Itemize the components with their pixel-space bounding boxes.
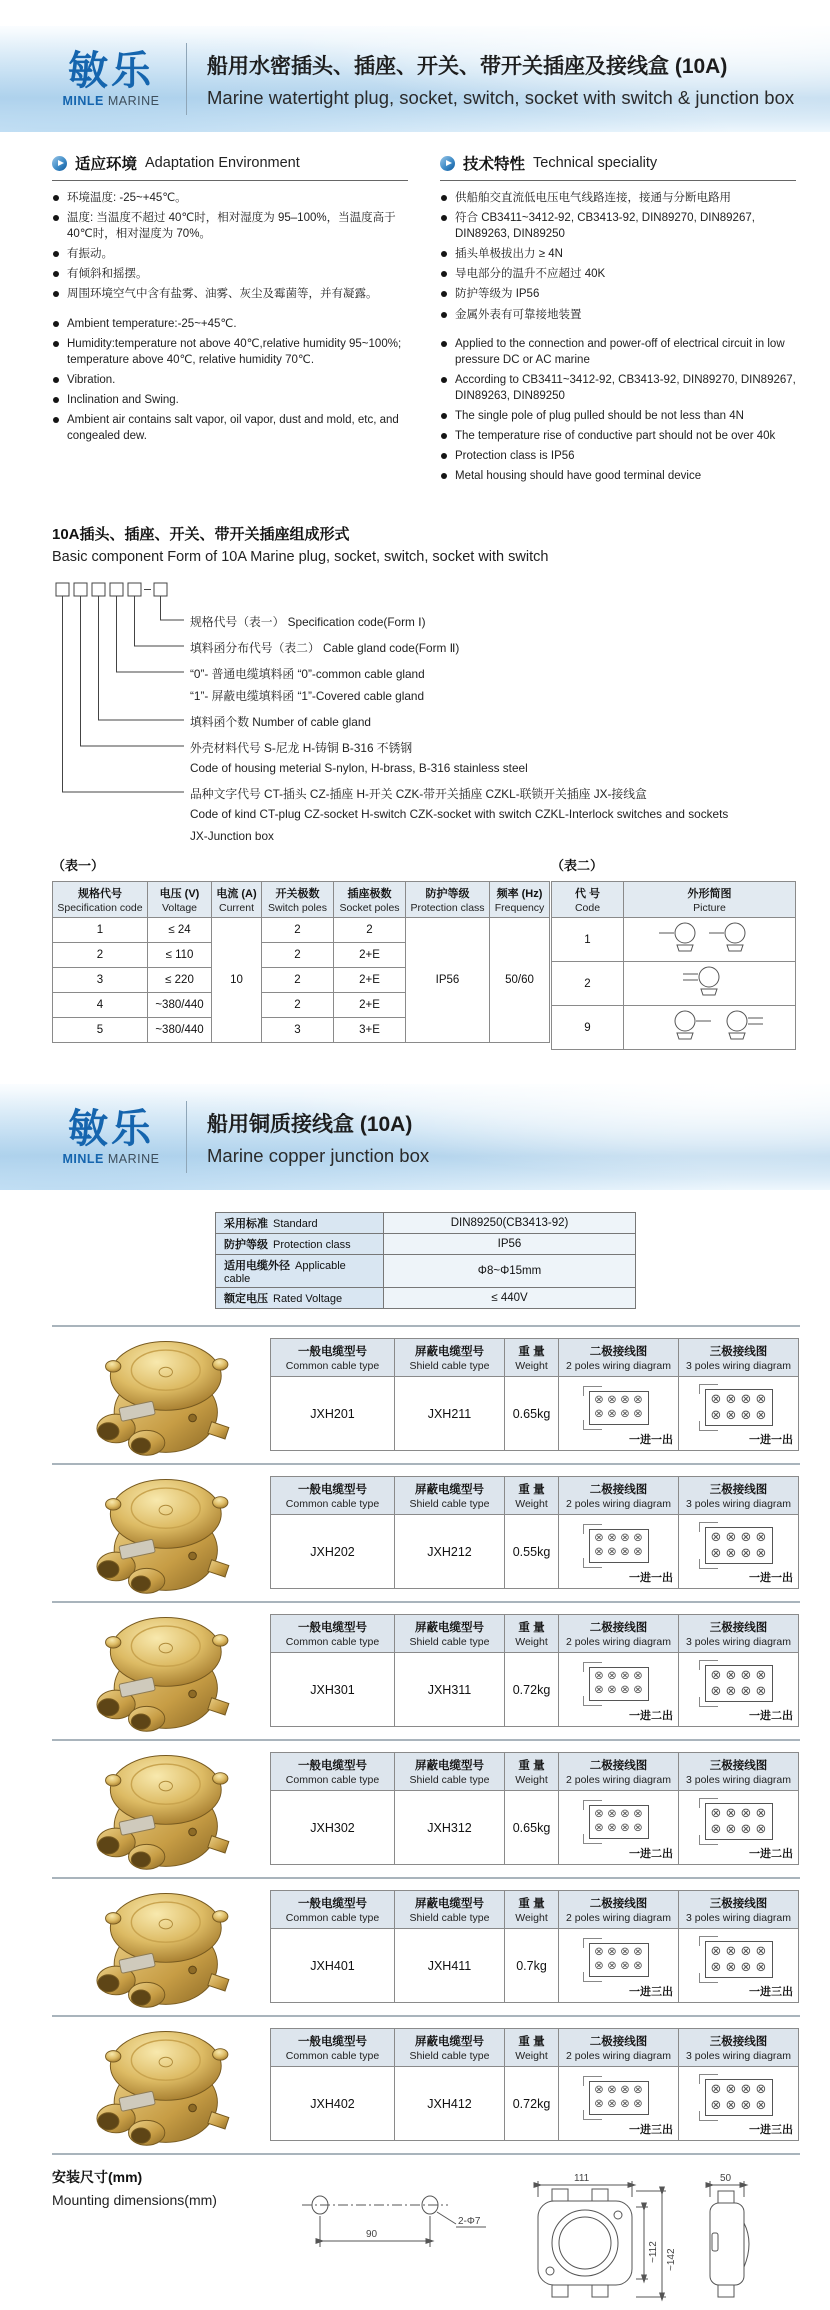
wiring-diagram-icon: ⊗ ⊗ ⊗ ⊗ ⊗ ⊗ ⊗ ⊗ — [705, 1803, 773, 1840]
table-header-row: 规格代号 Specification code 电压 (V) Voltage 电流 (A) Current 开关极数 Switch poles 插座极数 Socket poles 防护等级 Protection class 频率 (Hz) Frequency — [53, 882, 550, 918]
brand-logo-en: MINLE MARINE — [62, 94, 160, 108]
component-form-section — [0, 497, 830, 849]
common-cable-model: JXH402 — [271, 2067, 395, 2141]
weight-value: 0.72kg — [505, 1653, 559, 1727]
cell-current: 10 — [212, 918, 262, 1043]
dim-hole-spacing: 90 — [366, 2229, 378, 2241]
header-divider — [186, 43, 187, 115]
common-cable-model: JXH401 — [271, 1929, 395, 2003]
product-photo — [52, 1330, 270, 1460]
adaptation-environment-section — [52, 152, 408, 497]
wiring-3pole-cell: ⊗ ⊗ ⊗ ⊗ ⊗ ⊗ ⊗ ⊗ 一进三出 — [679, 1929, 799, 2003]
wiring-diagram-icon: ⊗ ⊗ ⊗ ⊗ ⊗ ⊗ ⊗ ⊗ — [705, 1389, 773, 1426]
technical-speciality-section — [440, 152, 796, 497]
page-title-cn: 船用铜质接线盒 (10A) — [207, 1112, 413, 1136]
standard-value: DIN89250(CB3413-92) — [384, 1213, 636, 1234]
wiring-2pole-cell: ⊗ ⊗ ⊗ ⊗ ⊗ ⊗ ⊗ ⊗ 一进一出 — [559, 1515, 679, 1589]
brand-logo — [52, 1108, 170, 1166]
section-heading: 适应环境 Adaptation Environment — [52, 152, 408, 181]
code-structure-diagram — [52, 581, 800, 849]
shield-cable-model: JXH211 — [395, 1377, 505, 1451]
wiring-3pole-cell: ⊗ ⊗ ⊗ ⊗ ⊗ ⊗ ⊗ ⊗ 一进二出 — [679, 1653, 799, 1727]
table-row: 3 ≤ 220 2 2+E — [53, 968, 550, 993]
weight-value: 0.55kg — [505, 1515, 559, 1589]
list-item: 导电部分的温升不应超过 40K — [440, 266, 796, 282]
brass-junction-box-illustration — [70, 2020, 252, 2150]
wiring-2pole-cell: ⊗ ⊗ ⊗ ⊗ ⊗ ⊗ ⊗ ⊗ 一进三出 — [559, 2067, 679, 2141]
product-table — [270, 1338, 799, 1451]
page-title-cn: 船用水密插头、插座、开关、带开关插座及接线盒 (10A) — [207, 54, 728, 78]
table-row — [552, 1006, 796, 1050]
table-row — [271, 1929, 799, 2003]
product-photo — [52, 1606, 270, 1736]
brass-junction-box-illustration — [70, 1330, 252, 1460]
table-row: 4 ~380/440 2 2+E — [53, 993, 550, 1018]
list-item: 环境温度: -25~+45℃。 — [52, 190, 408, 206]
product-row — [52, 1739, 800, 1877]
list-item: Inclination and Swing. — [52, 392, 408, 408]
page-title-en: Marine copper junction box — [207, 1144, 430, 1166]
feature-columns — [0, 132, 830, 497]
adaptation-bullets-en — [52, 316, 408, 445]
wiring-3pole-cell: ⊗ ⊗ ⊗ ⊗ ⊗ ⊗ ⊗ ⊗ 一进一出 — [679, 1515, 799, 1589]
shield-cable-model: JXH312 — [395, 1791, 505, 1865]
product-photo — [52, 1468, 270, 1598]
form2-caption: （表二） — [551, 858, 604, 874]
list-item: 温度: 当温度不超过 40℃时，相对湿度为 95–100%，当温度高于 40℃时，相对湿度为 70%。 — [52, 210, 408, 242]
component-form-title-en: Basic component Form of 10A Marine plug, socket, switch, socket with switch — [52, 549, 549, 566]
brass-junction-box-illustration — [70, 1744, 252, 1874]
technical-bullets-cn — [440, 190, 796, 323]
code-label: 规格代号（表一） Specification code(Form Ⅰ) — [190, 615, 426, 630]
wiring-3pole-cell: ⊗ ⊗ ⊗ ⊗ ⊗ ⊗ ⊗ ⊗ 一进三出 — [679, 2067, 799, 2141]
list-item: 有振动。 — [52, 246, 408, 262]
table-header-row: 一般电缆型号 Common cable type 屏蔽电缆型号 Shield cable type 重 量 Weight 二极接线图 2 poles wiring diagram 三极接线图 3 poles wiring diagram — [271, 1891, 799, 1929]
mounting-title-en: Mounting dimensions(mm) — [52, 2192, 217, 2209]
cell-gland-code: 1 — [552, 918, 624, 962]
cell-gland-picture — [624, 962, 796, 1006]
table-header-row: 一般电缆型号 Common cable type 屏蔽电缆型号 Shield cable type 重 量 Weight 二极接线图 2 poles wiring diagram 三极接线图 3 poles wiring diagram — [271, 2029, 799, 2067]
dim-width: 111 — [574, 2173, 590, 2185]
table-header-row: 一般电缆型号 Common cable type 屏蔽电缆型号 Shield cable type 重 量 Weight 二极接线图 2 poles wiring diagram 三极接线图 3 poles wiring diagram — [271, 1753, 799, 1791]
table-header-row: 代 号 Code 外形简图 Picture — [552, 882, 796, 918]
list-item: Metal housing should have good terminal device — [440, 468, 796, 484]
table-row — [271, 2067, 799, 2141]
weight-value: 0.72kg — [505, 2067, 559, 2141]
brass-junction-box-illustration — [70, 1468, 252, 1598]
common-cable-model: JXH202 — [271, 1515, 395, 1589]
mounting-dimensions-section — [52, 2153, 800, 2310]
cell-gland-code: 9 — [552, 1006, 624, 1050]
page-title-block — [207, 1108, 429, 1167]
list-item: 金属外表有可靠接地装置 — [440, 307, 796, 323]
gland-pair-right-stub-icon — [645, 1007, 775, 1045]
cell-frequency: 50/60 — [490, 918, 550, 1043]
form1-block — [52, 855, 550, 1043]
list-item: Humidity:temperature not above 40℃,relative humidity 95~100%; temperature above 40℃, relative humidity 70℃. — [52, 336, 408, 368]
code-label: “1”- 屏蔽电缆填料函 “1”-Covered cable gland — [190, 689, 425, 704]
code-label: 品种文字代号 CT-插头 CZ-插座 H-开关 CZK-带开关插座 CZKL-联锁开关插座 JX-接线盒 — [190, 787, 647, 802]
dim-depth: 50 — [720, 2173, 732, 2185]
standard-value: IP56 — [384, 1234, 636, 1255]
common-cable-model: JXH301 — [271, 1653, 395, 1727]
common-cable-model: JXH302 — [271, 1791, 395, 1865]
dim-height1: ~112 — [648, 2241, 659, 2264]
code-label: 外壳材料代号 S-尼龙 H-铸铜 B-316 不锈钢 — [190, 741, 413, 756]
list-item: Vibration. — [52, 372, 408, 388]
product-photo — [52, 2020, 270, 2150]
shield-cable-model: JXH412 — [395, 2067, 505, 2141]
form1-table — [52, 881, 550, 1043]
product-photo — [52, 1744, 270, 1874]
page-title-block — [207, 50, 794, 109]
code-label: 填料函个数 Number of cable gland — [190, 715, 371, 730]
product-row — [52, 1325, 800, 1463]
catalog-page — [0, 26, 830, 2310]
forms-row — [0, 849, 830, 1050]
product-row — [52, 1601, 800, 1739]
table-row — [552, 962, 796, 1006]
cell-switch-poles: 2 — [262, 918, 334, 943]
wiring-diagram-icon: ⊗ ⊗ ⊗ ⊗ ⊗ ⊗ ⊗ ⊗ — [705, 1941, 773, 1978]
cell-gland-picture — [624, 918, 796, 962]
header-divider — [186, 1101, 187, 1173]
table-header-row: 一般电缆型号 Common cable type 屏蔽电缆型号 Shield cable type 重 量 Weight 二极接线图 2 poles wiring diagram 三极接线图 3 poles wiring diagram — [271, 1477, 799, 1515]
weight-value: 0.7kg — [505, 1929, 559, 2003]
wiring-3pole-cell: ⊗ ⊗ ⊗ ⊗ ⊗ ⊗ ⊗ ⊗ 一进一出 — [679, 1377, 799, 1451]
product-row — [52, 2015, 800, 2153]
table-row — [271, 1515, 799, 1589]
brass-junction-box-illustration — [70, 1606, 252, 1736]
shield-cable-model: JXH411 — [395, 1929, 505, 2003]
shield-cable-model: JXH212 — [395, 1515, 505, 1589]
gland-pair-left-stub-icon — [645, 919, 775, 957]
cell-protection: IP56 — [406, 918, 490, 1043]
list-item: Applied to the connection and power-off of electrical circuit in low pressure DC or AC marine — [440, 336, 796, 368]
shield-cable-model: JXH311 — [395, 1653, 505, 1727]
brand-logo-en: MINLE MARINE — [62, 1152, 160, 1167]
table-row: 防护等级 Protection class IP56 — [216, 1234, 636, 1255]
list-item: 有倾斜和摇摆。 — [52, 266, 408, 282]
wiring-diagram-icon: ⊗ ⊗ ⊗ ⊗ ⊗ ⊗ ⊗ ⊗ — [589, 1391, 649, 1424]
standards-section — [215, 1212, 830, 1309]
table-row — [53, 918, 550, 943]
form1-caption: （表一） — [52, 858, 105, 874]
product-row — [52, 1463, 800, 1601]
technical-bullets-en — [440, 336, 796, 485]
adaptation-bullets-cn — [52, 190, 408, 303]
form2-table — [551, 881, 796, 1050]
brass-junction-box-illustration — [70, 1882, 252, 2012]
product-table — [270, 1614, 799, 1727]
wiring-diagram-icon: ⊗ ⊗ ⊗ ⊗ ⊗ ⊗ ⊗ ⊗ — [589, 1943, 649, 1976]
common-cable-model: JXH201 — [271, 1377, 395, 1451]
table-row: 采用标准 Standard DIN89250(CB3413-92) — [216, 1213, 636, 1234]
table-row — [552, 918, 796, 962]
form2-block — [551, 855, 796, 1050]
list-item: 符合 CB3411~3412-92, CB3413-92, DIN89270, DIN89267, DIN89263, DIN89250 — [440, 210, 796, 242]
wiring-diagram-icon: ⊗ ⊗ ⊗ ⊗ ⊗ ⊗ ⊗ ⊗ — [589, 1805, 649, 1838]
dim-height2: ~142 — [666, 2248, 677, 2272]
code-label: Code of kind CT-plug CZ-socket H-switch CZK-socket with switch CZKL-Interlock switches and sockets — [190, 807, 729, 822]
cell-socket-poles: 2 — [334, 918, 406, 943]
list-item: Ambient air contains salt vapor, oil vapor, dust and mold, etc, and congealed dew. — [52, 412, 408, 444]
table-row: 5 ~380/440 3 3+E — [53, 1018, 550, 1043]
brand-logo — [52, 50, 170, 108]
wiring-diagram-icon: ⊗ ⊗ ⊗ ⊗ ⊗ ⊗ ⊗ ⊗ — [589, 2081, 649, 2114]
standard-value: Φ8~Φ15mm — [384, 1255, 636, 1288]
product-photo — [52, 1882, 270, 2012]
play-bullet-icon — [52, 156, 67, 171]
list-item: 供船舶交直流低电压电气线路连接，接通与分断电路用 — [440, 190, 796, 206]
component-form-title-cn: 10A插头、插座、开关、带开关插座组成形式 — [52, 526, 350, 544]
code-label: 填料函分布代号（表二） Cable gland code(Form Ⅱ) — [190, 641, 460, 656]
table-row: 额定电压 Rated Voltage ≤ 440V — [216, 1288, 636, 1309]
list-item: The temperature rise of conductive part should not be over 40k — [440, 428, 796, 444]
product-row — [52, 1877, 800, 2015]
product-table — [270, 1476, 799, 1589]
dimension-drawing — [260, 2167, 800, 2305]
wiring-2pole-cell: ⊗ ⊗ ⊗ ⊗ ⊗ ⊗ ⊗ ⊗ 一进一出 — [559, 1377, 679, 1451]
wiring-2pole-cell: ⊗ ⊗ ⊗ ⊗ ⊗ ⊗ ⊗ ⊗ 一进二出 — [559, 1791, 679, 1865]
wiring-3pole-cell: ⊗ ⊗ ⊗ ⊗ ⊗ ⊗ ⊗ ⊗ 一进二出 — [679, 1791, 799, 1865]
weight-value: 0.65kg — [505, 1377, 559, 1451]
table-header-row: 一般电缆型号 Common cable type 屏蔽电缆型号 Shield cable type 重 量 Weight 二极接线图 2 poles wiring diagram 三极接线图 3 poles wiring diagram — [271, 1615, 799, 1653]
standards-table — [215, 1212, 636, 1309]
cell-gland-code: 2 — [552, 962, 624, 1006]
code-label: JX-Junction box — [190, 829, 274, 844]
wiring-diagram-icon: ⊗ ⊗ ⊗ ⊗ ⊗ ⊗ ⊗ ⊗ — [589, 1529, 649, 1562]
play-bullet-icon — [440, 156, 455, 171]
list-item: The single pole of plug pulled should be not less than 4N — [440, 408, 796, 424]
list-item: Protection class is IP56 — [440, 448, 796, 464]
dim-holes: 2-Φ7 — [458, 2216, 481, 2228]
product-table — [270, 1890, 799, 2003]
cell-gland-picture — [624, 1006, 796, 1050]
section-heading: 技术特性 Technical speciality — [440, 152, 796, 181]
table-row: 适用电缆外径 Applicable cable Φ8~Φ15mm — [216, 1255, 636, 1288]
mounting-drawing — [260, 2167, 800, 2310]
wiring-diagram-icon: ⊗ ⊗ ⊗ ⊗ ⊗ ⊗ ⊗ ⊗ — [705, 1665, 773, 1702]
weight-value: 0.65kg — [505, 1791, 559, 1865]
gland-single-double-stub-icon — [645, 963, 775, 1001]
table-row — [271, 1377, 799, 1451]
code-label: “0”- 普通电缆填料函 “0”-common cable gland — [190, 667, 425, 682]
brand-logo-cn: 敏乐 — [68, 49, 154, 93]
wiring-2pole-cell: ⊗ ⊗ ⊗ ⊗ ⊗ ⊗ ⊗ ⊗ 一进三出 — [559, 1929, 679, 2003]
list-item: 插头单极拔出力 ≥ 4N — [440, 246, 796, 262]
mounting-title-cn: 安装尺寸(mm) — [52, 2169, 143, 2186]
table-row — [271, 1653, 799, 1727]
table-header-row: 一般电缆型号 Common cable type 屏蔽电缆型号 Shield cable type 重 量 Weight 二极接线图 2 poles wiring diagram 三极接线图 3 poles wiring diagram — [271, 1339, 799, 1377]
list-item: Ambient temperature:-25~+45℃. — [52, 316, 408, 332]
standard-value: ≤ 440V — [384, 1288, 636, 1309]
page-header-2 — [0, 1084, 830, 1190]
table-row: 2 ≤ 110 2 2+E — [53, 943, 550, 968]
wiring-diagram-icon: ⊗ ⊗ ⊗ ⊗ ⊗ ⊗ ⊗ ⊗ — [705, 2079, 773, 2116]
product-table — [270, 2028, 799, 2141]
table-row — [271, 1791, 799, 1865]
code-label: Code of housing meterial S-nylon, H-brass, B-316 stainless steel — [190, 761, 528, 776]
brand-logo-cn: 敏乐 — [68, 1107, 154, 1152]
page-header-1 — [0, 26, 830, 132]
page-title-en: Marine watertight plug, socket, switch, socket with switch & junction box — [207, 86, 795, 108]
list-item: 周围环境空气中含有盐雾、油雾、灰尘及霉菌等，并有凝露。 — [52, 286, 408, 302]
wiring-diagram-icon: ⊗ ⊗ ⊗ ⊗ ⊗ ⊗ ⊗ ⊗ — [705, 1527, 773, 1564]
wiring-diagram-icon: ⊗ ⊗ ⊗ ⊗ ⊗ ⊗ ⊗ ⊗ — [589, 1667, 649, 1700]
list-item: 防护等级为 IP56 — [440, 286, 796, 302]
product-table — [270, 1752, 799, 1865]
mounting-title-block — [52, 2167, 217, 2310]
list-item: According to CB3411~3412-92, CB3413-92, DIN89270, DIN89267, DIN89263, DIN89250 — [440, 372, 796, 404]
cell-code: 1 — [53, 918, 148, 943]
wiring-2pole-cell: ⊗ ⊗ ⊗ ⊗ ⊗ ⊗ ⊗ ⊗ 一进二出 — [559, 1653, 679, 1727]
cell-voltage: ≤ 24 — [148, 918, 212, 943]
